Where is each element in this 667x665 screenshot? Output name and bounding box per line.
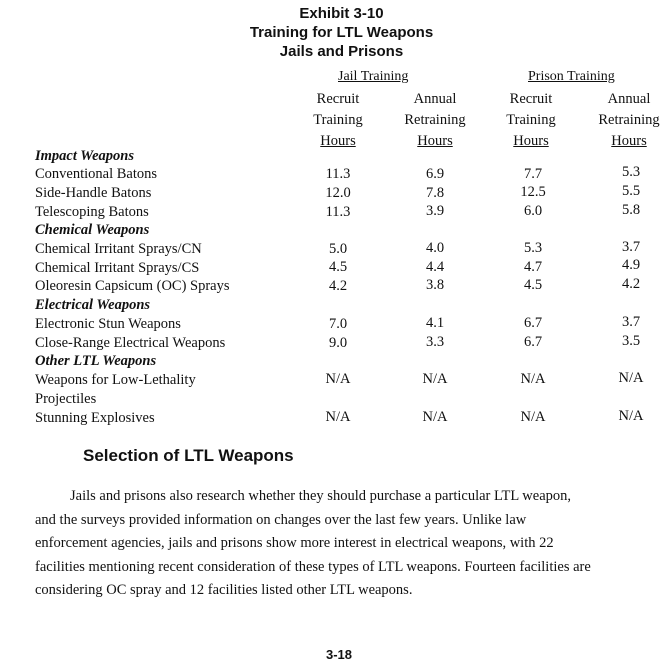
section-heading: Selection of LTL Weapons xyxy=(83,446,294,465)
exhibit-number: Exhibit 3-10 xyxy=(299,5,384,22)
row-label: Telescoping Batons xyxy=(35,204,149,220)
row-label: Chemical Irritant Sprays/CS xyxy=(35,260,200,276)
column-header-line: Retraining xyxy=(404,112,466,128)
table-cell: 5.3 xyxy=(523,240,543,256)
paragraph-line: enforcement agencies, jails and prisons show more interest in electrical weapons, with 22 xyxy=(35,535,554,551)
paragraph-line: facilities mentioning recent consideration of these types of LTL weapons. Fourteen facilities are xyxy=(35,558,591,575)
column-header-line: Annual xyxy=(413,91,457,107)
table-cell: 3.7 xyxy=(621,314,641,330)
table-cell: N/A xyxy=(325,371,351,387)
table-cell: 4.7 xyxy=(523,259,543,275)
table-cell: N/A xyxy=(520,371,546,387)
table-cell: 3.8 xyxy=(425,277,445,293)
page-number: 3-18 xyxy=(326,647,353,662)
paragraph-line: Jails and prisons also research whether they should purchase a particular LTL weapon, xyxy=(70,488,572,504)
table-cell: 4.2 xyxy=(621,276,641,292)
table-cell: N/A xyxy=(422,409,448,425)
table-cell: 7.7 xyxy=(523,166,543,182)
column-header-line: Training xyxy=(506,112,556,128)
table-cell: 4.4 xyxy=(425,259,445,275)
column-header-line: Hours xyxy=(417,133,453,149)
table-cell: 5.5 xyxy=(621,183,641,199)
table-cell: 11.3 xyxy=(325,204,351,220)
table-cell: N/A xyxy=(520,409,546,425)
table-cell: 11.3 xyxy=(325,166,351,182)
table-cell: 3.9 xyxy=(425,203,445,219)
table-cell: 4.5 xyxy=(523,277,543,293)
column-header-line: Retraining xyxy=(598,112,660,128)
table-cell: 6.0 xyxy=(523,203,543,219)
table-cell: 3.3 xyxy=(425,334,445,350)
table-cell: 3.7 xyxy=(621,239,641,255)
column-header xyxy=(584,89,667,152)
table-cell: 4.0 xyxy=(425,240,445,256)
table-cell: 6.9 xyxy=(425,166,445,182)
table-cell: 9.0 xyxy=(328,335,348,351)
exhibit-title: Training for LTL Weapons xyxy=(249,24,434,41)
table-cell: 5.3 xyxy=(621,164,641,180)
category-heading: Other LTL Weapons xyxy=(35,353,157,369)
table-cell: 6.7 xyxy=(523,334,543,350)
category-heading: Impact Weapons xyxy=(35,148,134,164)
group-header-jail: Jail Training xyxy=(338,69,409,84)
column-header-line: Hours xyxy=(320,133,356,149)
row-label: Oleoresin Capsicum (OC) Sprays xyxy=(35,278,230,294)
paragraph-line: considering OC spray and 12 facilities listed other LTL weapons. xyxy=(35,582,413,598)
table-cell: 4.9 xyxy=(621,257,641,273)
row-label: Close-Range Electrical Weapons xyxy=(35,335,226,351)
column-header-line: Annual xyxy=(607,91,651,107)
body-paragraph xyxy=(35,485,655,603)
column-header xyxy=(486,89,576,152)
table-cell: 4.1 xyxy=(425,315,445,331)
group-header-prison: Prison Training xyxy=(528,69,615,84)
column-header-line: Training xyxy=(313,112,363,128)
row-label: Stunning Explosives xyxy=(35,410,155,426)
row-label: Side-Handle Batons xyxy=(35,185,152,201)
table-cell: 7.8 xyxy=(425,185,445,201)
table-cell: N/A xyxy=(618,370,644,386)
table-cell: 6.7 xyxy=(523,315,543,331)
table-cell: 7.0 xyxy=(328,316,348,332)
row-label: Conventional Batons xyxy=(35,166,158,182)
column-header xyxy=(293,89,383,152)
category-heading: Chemical Weapons xyxy=(35,222,150,238)
table-cell: 4.2 xyxy=(328,278,348,294)
table-cell: N/A xyxy=(325,409,351,425)
table-cell: N/A xyxy=(422,371,448,387)
category-heading: Electrical Weapons xyxy=(35,297,151,313)
column-header-line: Hours xyxy=(611,133,647,149)
paragraph-line: and the surveys provided information on changes over the last few years. Unlike law xyxy=(35,511,527,528)
column-header xyxy=(390,89,480,152)
row-label: Chemical Irritant Sprays/CN xyxy=(35,241,202,257)
table-cell: 3.5 xyxy=(621,333,641,349)
table-cell: 4.5 xyxy=(328,259,348,275)
column-header-line: Recruit xyxy=(316,91,360,107)
exhibit-subtitle: Jails and Prisons xyxy=(279,43,404,60)
table-cell: 12.0 xyxy=(325,185,351,201)
row-label: Electronic Stun Weapons xyxy=(35,316,181,332)
table-cell: 12.5 xyxy=(520,184,546,200)
table-cell: 5.8 xyxy=(621,202,641,218)
column-header-line: Hours xyxy=(513,133,549,149)
table-cell: N/A xyxy=(618,408,644,424)
table-cell: 5.0 xyxy=(328,241,348,257)
column-header-line: Recruit xyxy=(509,91,553,107)
row-label-continued: Projectiles xyxy=(35,391,97,407)
row-label: Weapons for Low-Lethality xyxy=(35,372,196,388)
